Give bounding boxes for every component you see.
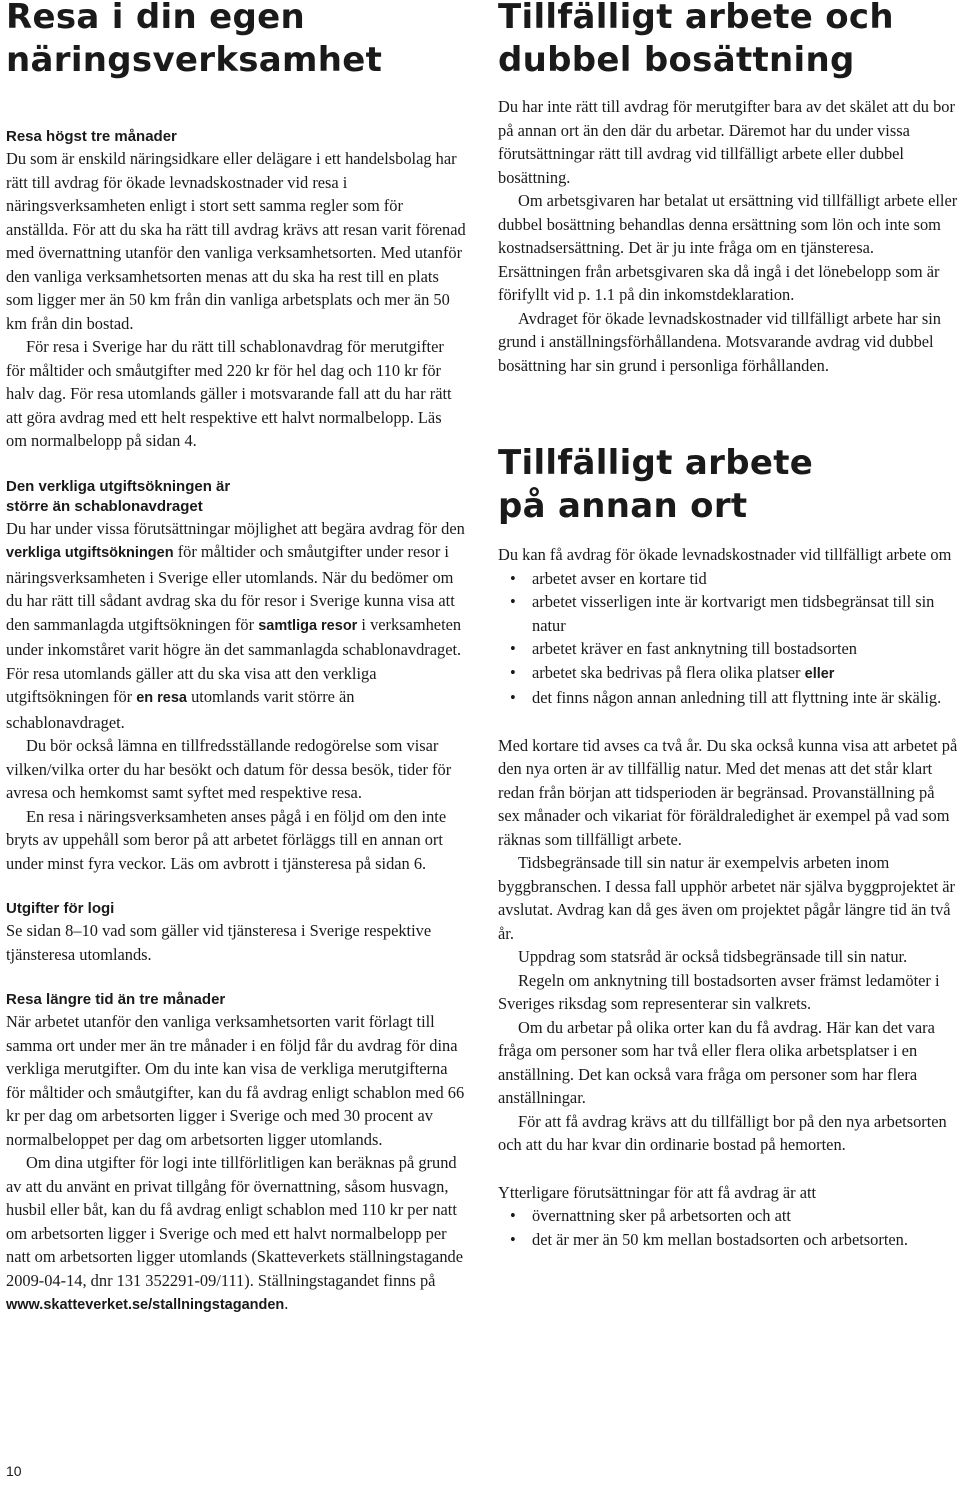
- text-run: utomlands varit större än schablonavdraget.: [6, 687, 355, 732]
- emphasis-text: en resa: [136, 690, 187, 706]
- heading-line: Tillfälligt arbete: [498, 443, 814, 483]
- text-run: i verksamheten under inkomståret varit högre än det sammanlagda schablonavdraget. För resa utomlands gäller att du ska visa att den verkliga utgiftsökningen för: [6, 614, 462, 706]
- heading-line: Tillfälligt arbete och: [498, 0, 894, 37]
- list-item: • arbetet avser en kortare tid: [498, 567, 958, 591]
- paragraph: En resa i näringsverksamheten anses pågå i en följd om den inte bryts av uppehåll som beror på att arbetet förläggs till en annan ort under minst fyra veckor. Läs om avbrott i tjänsteresa på sidan 6.: [6, 806, 447, 873]
- paragraph: Om dina utgifter för logi inte tillförlitligen kan beräknas på grund av att du använt en privat tillgång för övernattning, såsom husvagn, husbil eller båt, kan du få avdrag enligt schablon med 110 kr per natt om arbetsorten ligger i Sverige och med ett halvt normalbelopp per natt om arbetsorten ligger utomlands (Skatteverkets ställningstagande 2009-04-14, dnr 131 352291-09/111). Ställningstagandet finns på: [6, 1153, 464, 1290]
- subheading-lodging-costs: Utgifter för logi: [6, 900, 115, 917]
- emphasis-text: verkliga utgiftsökningen: [6, 545, 174, 561]
- paragraph: [6, 1292, 466, 1318]
- paragraph: För resa i Sverige har du rätt till schablonavdrag för merutgifter för måltider och småutgifter med 220 kr för hel dag och 110 kr för halv dag. För resa utomlands gäller i motsvarande fall att du har rätt att göra avdrag med ett helt respektive ett halvt normalbelopp. Läs om normalbelopp på sidan 4.: [6, 337, 452, 450]
- paragraph: Ytterligare förutsättningar för att få avdrag är att: [498, 1182, 817, 1202]
- list-item: • arbetet kräver en fast anknytning till bostadsorten: [498, 637, 958, 661]
- heading-line: näringsverksamhet: [6, 40, 383, 80]
- paragraph: Se sidan 8–10 vad som gäller vid tjänsteresa i Sverige respektive tjänsteresa utomlands.: [6, 921, 432, 964]
- subheading-line: större än schablonavdraget: [6, 497, 203, 515]
- left-column: [6, 0, 466, 1318]
- text-run: .: [284, 1294, 289, 1313]
- heading-line: dubbel bosättning: [498, 40, 855, 80]
- paragraph: För att få avdrag krävs att du tillfälligt bor på den nya arbetsorten och att du har kvar din ordinarie bostad på hemorten.: [498, 1111, 947, 1154]
- stallningstaganden-link[interactable]: www.skatteverket.se/stallningstaganden: [6, 1297, 285, 1313]
- page-number: 10: [6, 1463, 22, 1479]
- subheading-line: Den verkliga utgiftsökningen är: [6, 477, 231, 495]
- paragraph: Regeln om anknytning till bostadsorten avser främst ledamöter i Sveriges riksdag som representerar sin valkrets.: [498, 970, 940, 1013]
- heading-line: Resa i din egen: [6, 0, 305, 37]
- paragraph: Om arbetsgivaren har betalat ut ersättning vid tillfälligt arbete eller dubbel bosättning behandlas denna ersättning som lön och inte som kostnadsersättning. Det är ju inte fråga om en tjänsteresa. Ersättningen från arbetsgivaren ska då ingå i det lönebelopp som är förifyllt vid p. 1.1 på din inkomstdeklaration.: [498, 191, 958, 304]
- list-item: [498, 661, 958, 687]
- paragraph: Du som är enskild näringsidkare eller delägare i ett handelsbolag har rätt till avdrag för ökade levnadskostnader vid resa i näringsverksamheten enligt i stort sett samma regler som för anställda. För att du ska ha rätt till avdrag krävs att resan varit förenad med övernattning utanför den vanliga verksamhetsorten. Med utanför den vanliga verksamhetsorten menas att du ska ha rest till en plats som ligger mer än 50 km från din vanliga arbetsplats och mer än 50 km från din bostad.: [6, 149, 466, 333]
- right-column: [498, 0, 958, 1251]
- paragraph: [6, 517, 466, 735]
- paragraph: Tidsbegränsade till sin natur är exempelvis arbeten inom byggbranschen. I dessa fall upphör arbetet när själva byggprojektet är avslutat. Avdrag kan då ges även om projektet pågår längre tid än två år.: [498, 853, 955, 943]
- list-item-text: arbetet ska bedrivas på flera olika platser: [532, 662, 801, 682]
- list-item: • övernattning sker på arbetsorten och att: [498, 1204, 958, 1228]
- paragraph: Du kan få avdrag för ökade levnadskostnader vid tillfälligt arbete om: [498, 545, 952, 564]
- conditions-list: [498, 567, 958, 710]
- list-item: • det finns någon annan anledning till att flyttning inte är skälig.: [498, 686, 958, 710]
- text-run: Du har under vissa förutsättningar möjlighet att begära avdrag för den: [6, 518, 465, 538]
- heading-line: på annan ort: [498, 486, 748, 526]
- subheading-longer-than-three-months: Resa längre tid än tre månader: [6, 991, 226, 1008]
- emphasis-text: eller: [804, 665, 835, 682]
- paragraph: Avdraget för ökade levnadskostnader vid tillfälligt arbete har sin grund i anställningsförhållandena. Motsvarande avdrag vid dubbel bosättning har sin grund i personliga förhållanden.: [498, 308, 941, 375]
- paragraph: Om du arbetar på olika orter kan du få avdrag. Här kan det vara fråga om personer som har två eller flera olika arbetsplatser i en anställning. Det kan också vara fråga om personer som har flera anställningar.: [498, 1017, 935, 1107]
- section-heading-temporary-work-other-location: [498, 442, 958, 528]
- subheading-actual-cost-increase: [6, 477, 466, 517]
- section-heading-own-business: [6, 0, 466, 82]
- subheading-max-three-months: Resa högst tre månader: [6, 128, 177, 145]
- paragraph: Uppdrag som statsråd är också tidsbegränsade till sin natur.: [518, 947, 908, 966]
- paragraph: Du har inte rätt till avdrag för merutgifter bara av det skälet att du bor på annan ort än den där du arbetar. Däremot har du under vissa förutsättningar rätt till avdrag vid tillfälligt arbete eller dubbel bosättning.: [498, 97, 955, 187]
- section-heading-temporary-work-double-residence: [498, 0, 958, 82]
- paragraph: Du bör också lämna en tillfredsställande redogörelse som visar vilken/vilka orter du har besökt och datum för dessa besök, tider för avresa och hemkomst samt syftet med respektive resa.: [6, 736, 452, 802]
- text-run: för måltider och småutgifter under resor i näringsverksamheten i Sverige eller utomlands. När du bedömer om du har rätt till sådant avdrag ska du för resor i Sverige kunna visa att den sammanlagda utgiftsökningen för: [6, 542, 455, 634]
- paragraph: Med kortare tid avses ca två år. Du ska också kunna visa att arbetet på den nya orten är av tillfällig natur. Med det menas att det står klart redan från början att tidsperioden är begränsad. Provanställning på sex månader och vikariat för föräldraledighet är exempel på vad som räknas som tillfälligt arbete.: [498, 735, 958, 849]
- further-conditions-list: [498, 1204, 958, 1251]
- paragraph: När arbetet utanför den vanliga verksamhetsorten varit förlagt till samma ort under mer än tre månader i en följd får du avdrag för dina verkliga merutgifter. Om du inte kan visa de verkliga merutgifterna för måltider och småutgifter, kan du få avdrag enligt schablon med 66 kr per dag om arbetsorten ligger i Sverige och med 30 procent av normalbeloppet per dag om arbetsorten ligger utomlands.: [6, 1012, 465, 1149]
- list-item: • arbetet visserligen inte är kortvarigt men tidsbegränsat till sin natur: [498, 590, 958, 637]
- list-item: • det är mer än 50 km mellan bostadsorten och arbetsorten.: [498, 1228, 958, 1252]
- emphasis-text: samtliga resor: [258, 617, 358, 634]
